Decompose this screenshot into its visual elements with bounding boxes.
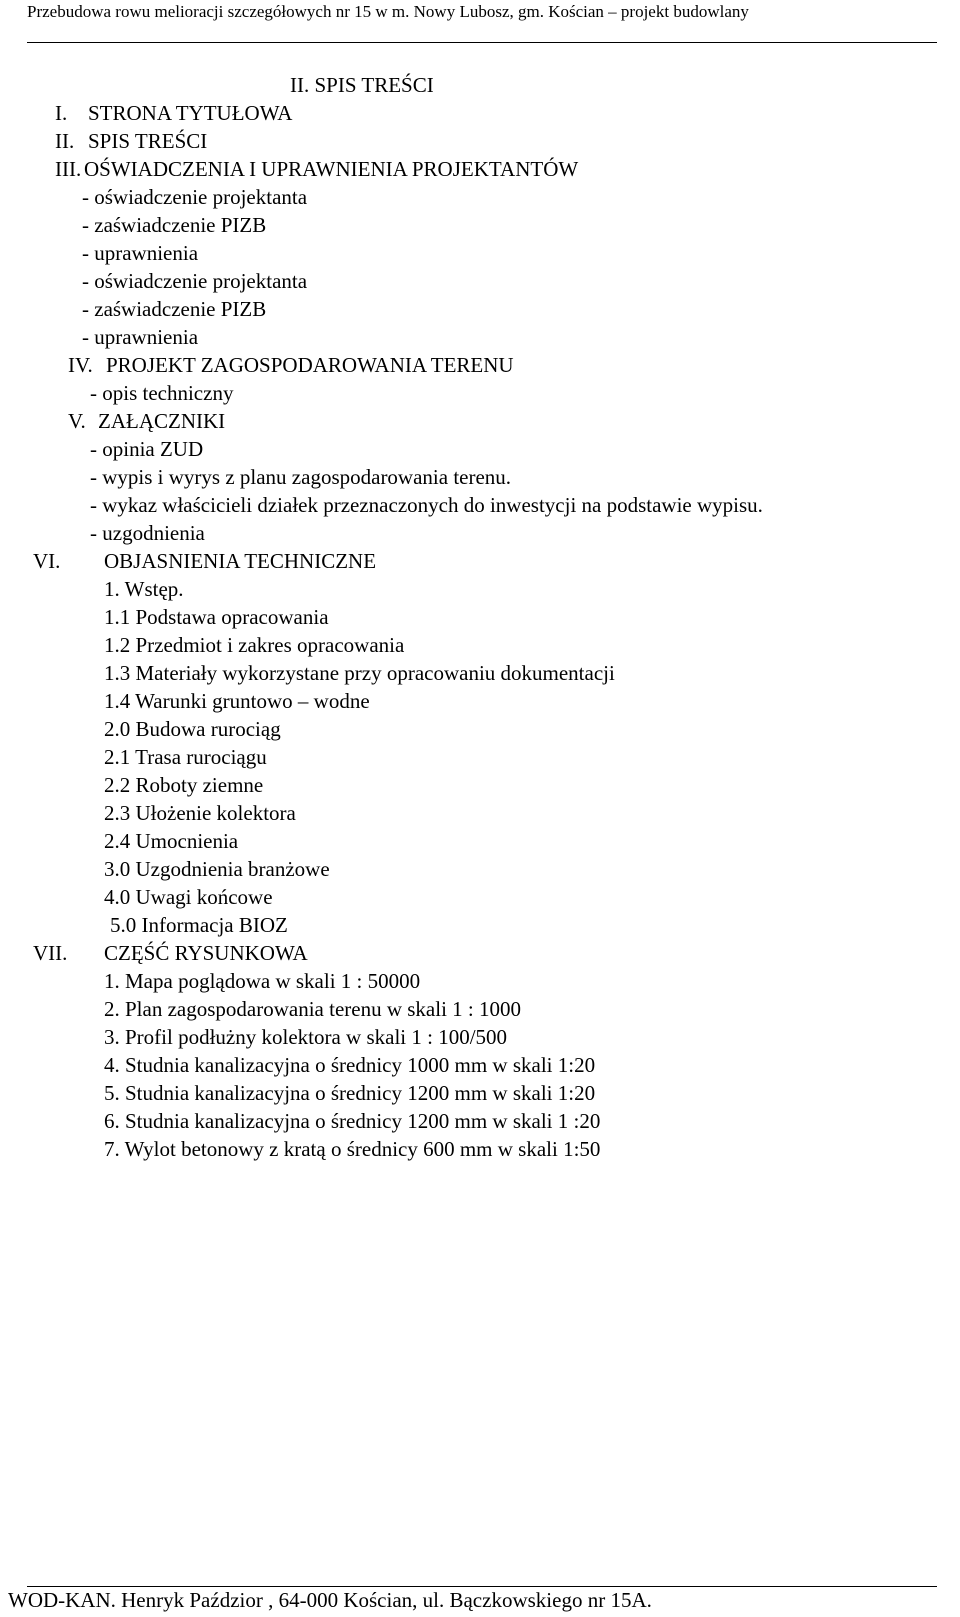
toc-item: 2.3 Ułożenie kolektora bbox=[104, 801, 296, 825]
toc-item: 2. Plan zagospodarowania terenu w skali 1 : 1000 bbox=[104, 997, 521, 1021]
toc-item: 7. Wylot betonowy z kratą o średnicy 600 mm w skali 1:50 bbox=[104, 1137, 601, 1161]
toc-item: 5.0 Informacja BIOZ bbox=[110, 913, 288, 937]
toc-item: - oświadczenie projektanta bbox=[82, 269, 308, 293]
toc-item: 1. Wstęp. bbox=[104, 577, 184, 601]
toc-marker: I. bbox=[55, 101, 68, 125]
toc-item: 4.0 Uwagi końcowe bbox=[104, 885, 273, 909]
toc-section-title: OŚWIADCZENIA I UPRAWNIENIA PROJEKTANTÓW bbox=[84, 157, 579, 181]
toc-item: 2.4 Umocnienia bbox=[104, 829, 239, 853]
toc-marker: II. bbox=[55, 129, 75, 153]
header-rule bbox=[27, 42, 937, 43]
toc-item: - oświadczenie projektanta bbox=[82, 185, 308, 209]
toc-item: 1. Mapa poglądowa w skali 1 : 50000 bbox=[104, 969, 421, 993]
footer-rule bbox=[27, 1586, 937, 1587]
toc-section-iv bbox=[68, 352, 514, 378]
toc-item: 1.3 Materiały wykorzystane przy opracowaniu dokumentacji bbox=[104, 661, 615, 685]
toc-item: - wypis i wyrys z planu zagospodarowania terenu. bbox=[90, 465, 512, 489]
toc-section-vi bbox=[33, 548, 377, 574]
toc-item: 2.2 Roboty ziemne bbox=[104, 773, 264, 797]
toc-item: 6. Studnia kanalizacyjna o średnicy 1200 mm w skali 1 :20 bbox=[104, 1109, 601, 1133]
toc-marker: VII. bbox=[33, 941, 68, 965]
toc-heading: II. SPIS TREŚCI bbox=[290, 73, 434, 97]
toc-item: 3.0 Uzgodnienia branżowe bbox=[104, 857, 330, 881]
toc-item: 1.2 Przedmiot i zakres opracowania bbox=[104, 633, 405, 657]
toc-item: - uprawnienia bbox=[82, 241, 199, 265]
toc-item: - uprawnienia bbox=[82, 325, 199, 349]
toc-item: 2.1 Trasa rurociągu bbox=[104, 745, 267, 769]
toc-item: - zaświadczenie PIZB bbox=[82, 297, 267, 321]
toc-marker: IV. bbox=[68, 353, 93, 377]
toc-marker: VI. bbox=[33, 549, 61, 573]
toc-item: 4. Studnia kanalizacyjna o średnicy 1000 mm w skali 1:20 bbox=[104, 1053, 596, 1077]
toc-item: 1.1 Podstawa opracowania bbox=[104, 605, 329, 629]
toc-item: 2.0 Budowa rurociąg bbox=[104, 717, 281, 741]
toc-section-iii bbox=[55, 156, 579, 182]
toc-marker: III. bbox=[55, 157, 82, 181]
toc-section-vii bbox=[33, 940, 308, 966]
toc-section-title: PROJEKT ZAGOSPODAROWANIA TERENU bbox=[106, 353, 514, 377]
toc-item: - uzgodnienia bbox=[90, 521, 205, 545]
toc-section-title: ZAŁĄCZNIKI bbox=[98, 409, 226, 433]
footer-address: WOD-KAN. Henryk Paździor , 64-000 Kościan, ul. Bączkowskiego nr 15A. bbox=[8, 1588, 652, 1612]
toc-section-title: STRONA TYTUŁOWA bbox=[88, 101, 293, 125]
toc-section-v bbox=[68, 408, 226, 434]
toc-section-title: OBJASNIENIA TECHNICZNE bbox=[104, 549, 377, 573]
toc-section-i bbox=[55, 100, 293, 126]
toc-section-ii bbox=[55, 128, 208, 154]
toc-marker: V. bbox=[68, 409, 86, 433]
toc-item: 3. Profil podłużny kolektora w skali 1 : 100/500 bbox=[104, 1025, 508, 1049]
toc-item: - zaświadczenie PIZB bbox=[82, 213, 267, 237]
toc-section-title: CZĘŚĆ RYSUNKOWA bbox=[104, 941, 308, 965]
toc-item: - opinia ZUD bbox=[90, 437, 204, 461]
toc-item: 1.4 Warunki gruntowo – wodne bbox=[104, 689, 370, 713]
toc-item: - opis techniczny bbox=[90, 381, 234, 405]
toc-item: 5. Studnia kanalizacyjna o średnicy 1200 mm w skali 1:20 bbox=[104, 1081, 596, 1105]
toc-section-title: SPIS TREŚCI bbox=[88, 129, 208, 153]
toc-item: - wykaz właścicieli działek przeznaczonych do inwestycji na podstawie wypisu. bbox=[90, 493, 763, 517]
running-header: Przebudowa rowu melioracji szczegółowych nr 15 w m. Nowy Lubosz, gm. Kościan – projekt budowlany bbox=[27, 2, 749, 21]
